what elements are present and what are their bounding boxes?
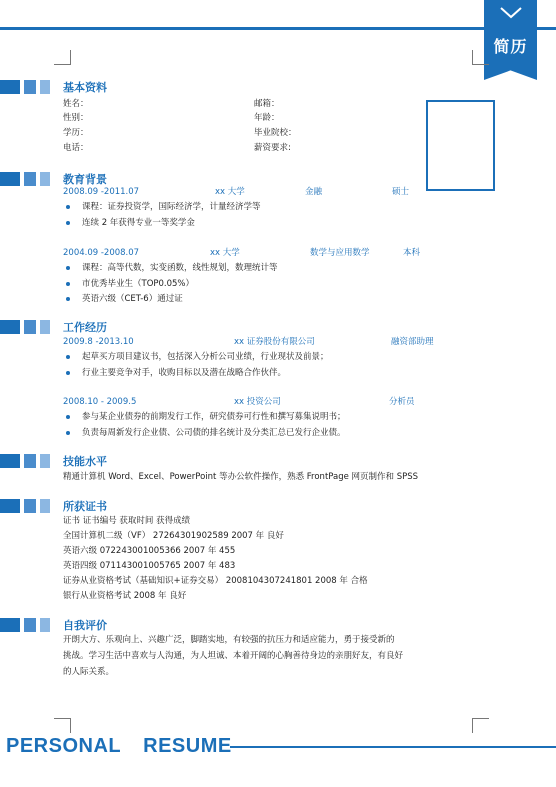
section-bar-dark [0, 454, 20, 468]
section-bar-mid [24, 172, 36, 186]
section-title: 基本资料 [63, 81, 107, 94]
section-basic-header [0, 80, 556, 94]
bullet-dot [66, 415, 70, 419]
edu-major: 数学与应用数学 [310, 248, 370, 258]
footer-word-personal: PERSONAL [6, 735, 122, 757]
list-item: 负责每周新发行企业债、公司债的排名统计及分类汇总已发行企业债。 [82, 428, 346, 438]
crop-mark-bottom-right [472, 718, 489, 733]
skills-text: 精通计算机 Word、Excel、PowerPoint 等办公软件操作，熟悉 FrontPage 网页制作和 SPSS [63, 472, 419, 482]
footer-title [6, 735, 232, 758]
list-item: 课程：高等代数，实变函数，线性规划，数理统计等 [82, 263, 278, 273]
section-bar-light [40, 320, 50, 334]
list-item: 参与某企业债券的前期发行工作，研究债券可行性和撰写募集说明书； [82, 412, 346, 422]
bullet-dot [66, 355, 70, 359]
work-period: 2009.8 -2013.10 [63, 337, 134, 347]
list-item: 市优秀毕业生（TOP0.05%） [82, 279, 195, 289]
bullet-dot [66, 282, 70, 286]
self-line: 开朗大方、乐观向上、兴趣广泛，脚踏实地，有较强的抗压力和适应能力，勇于接受新的 [63, 635, 395, 645]
section-bar-mid [24, 499, 36, 513]
bullet-dot [66, 297, 70, 301]
resume-tag-label: 简历 [493, 37, 528, 56]
crop-mark-top-right [472, 50, 489, 65]
cert-line: 银行从业资格考试 2008 年 良好 [63, 591, 187, 601]
crop-mark-top-left [54, 50, 71, 65]
section-bar-light [40, 618, 50, 632]
work-period: 2008.10 - 2009.5 [63, 397, 137, 407]
list-item: 英语六级（CET-6）通过证 [82, 294, 183, 304]
cert-line: 证券从业资格考试（基础知识+证券交易） 2008104307241801 2008 年 合格 [63, 576, 368, 586]
section-bar-mid [24, 80, 36, 94]
field-label: 学历： [63, 128, 89, 138]
edu-school: xx 大学 [215, 187, 245, 197]
section-title: 所获证书 [63, 500, 107, 513]
section-bar-dark [0, 499, 20, 513]
footer-rule [230, 746, 556, 748]
edu-major: 金融 [305, 187, 323, 197]
work-company: xx 证券股份有限公司 [234, 337, 315, 347]
bullet-dot [66, 431, 70, 435]
edu-school: xx 大学 [210, 248, 240, 258]
edu-degree: 本科 [403, 248, 421, 258]
cert-line: 英语四级 071143001005765 2007 年 483 [63, 561, 236, 571]
section-bar-dark [0, 172, 20, 186]
work-role: 融资部助理 [391, 337, 434, 347]
bullet-dot [66, 221, 70, 225]
edu-degree: 硕士 [392, 187, 410, 197]
top-rule [0, 27, 556, 30]
edu-period: 2008.09 -2011.07 [63, 187, 140, 197]
section-bar-dark [0, 618, 20, 632]
section-bar-light [40, 499, 50, 513]
bullet-dot [66, 371, 70, 375]
section-title: 教育背景 [63, 173, 107, 186]
bullet-dot [66, 266, 70, 270]
section-bar-mid [24, 320, 36, 334]
list-item: 连续 2 年获得专业一等奖学金 [82, 218, 195, 228]
field-label: 毕业院校： [254, 128, 297, 138]
cert-line: 全国计算机二级（VF） 27264301902589 2007 年 良好 [63, 531, 284, 541]
section-bar-light [40, 454, 50, 468]
field-label: 电话： [63, 143, 89, 153]
section-bar-light [40, 172, 50, 186]
section-title: 工作经历 [63, 321, 107, 334]
section-skills-header [0, 454, 556, 468]
field-label: 姓名： [63, 99, 89, 109]
bullet-dot [66, 205, 70, 209]
section-bar-mid [24, 454, 36, 468]
section-bar-dark [0, 320, 20, 334]
chevron-down-icon [500, 7, 522, 19]
work-company: xx 投资公司 [234, 397, 281, 407]
field-label: 薪资要求: [254, 143, 291, 153]
cert-line: 证书 证书编号 获取时间 获得成绩 [63, 516, 191, 526]
section-work-header [0, 320, 556, 334]
section-education-header [0, 172, 556, 186]
section-bar-dark [0, 80, 20, 94]
field-label: 性别： [63, 113, 89, 123]
field-label: 年龄： [254, 113, 280, 123]
section-bar-light [40, 80, 50, 94]
list-item: 行业主要竞争对手，收购目标以及潜在战略合作伙伴。 [82, 368, 287, 378]
footer-word-resume: RESUME [143, 735, 232, 757]
section-certs-header [0, 499, 556, 513]
work-role: 分析员 [389, 397, 415, 407]
cert-line: 英语六级 072243001005366 2007 年 455 [63, 546, 236, 556]
list-item: 起草买方项目建议书，包括深入分析公司业绩，行业现状及前景； [82, 352, 329, 362]
section-title: 技能水平 [63, 455, 107, 468]
self-line: 挑战。学习生活中喜欢与人沟通，为人坦诚、本着开阔的心胸善待身边的亲朋好友，有良好 [63, 651, 404, 661]
self-line: 的人际关系。 [63, 667, 115, 677]
section-bar-mid [24, 618, 36, 632]
section-title: 自我评价 [63, 619, 107, 632]
edu-period: 2004.09 -2008.07 [63, 248, 140, 258]
section-self-header [0, 618, 556, 632]
crop-mark-bottom-left [54, 718, 71, 733]
field-label: 邮箱： [254, 99, 280, 109]
list-item: 课程：证券投资学，国际经济学，计量经济学等 [82, 202, 261, 212]
